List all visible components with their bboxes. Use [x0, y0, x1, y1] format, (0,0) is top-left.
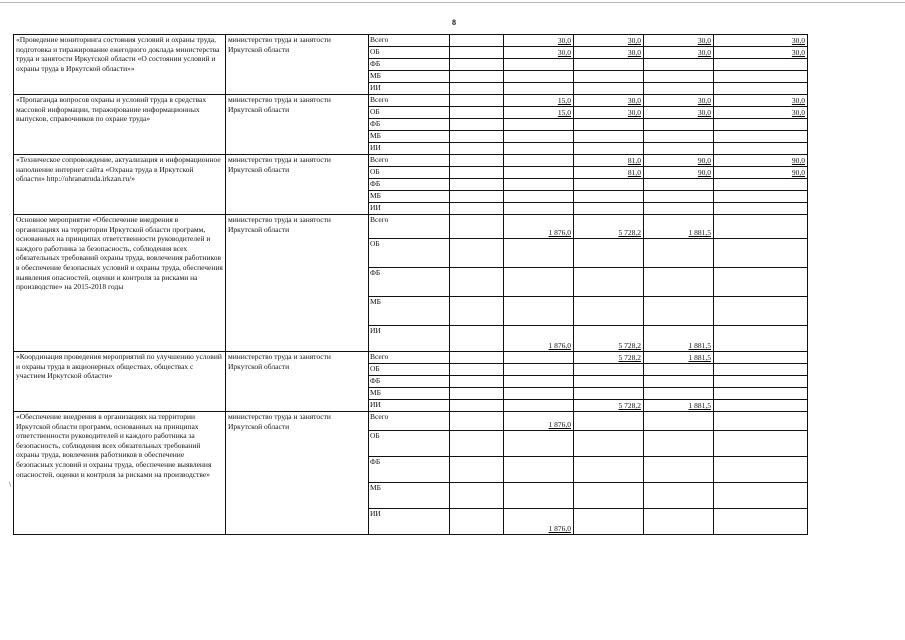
- year-value-cell: [714, 388, 808, 400]
- scan-top-rule: [0, 2, 905, 3]
- year-value-cell: 30,0: [644, 107, 714, 119]
- year-value-cell: [644, 143, 714, 155]
- year-value-cell: [574, 83, 644, 95]
- year-value-cell: [644, 509, 714, 535]
- year-value-cell: 1 881,5: [644, 215, 714, 239]
- year-value-cell: [450, 268, 504, 297]
- year-value-cell: [644, 431, 714, 457]
- year-value-cell: [714, 83, 808, 95]
- year-value-cell: [574, 457, 644, 483]
- responsible-org-cell: министерство труда и занятости Иркутской области: [226, 215, 369, 352]
- year-value-cell: [714, 326, 808, 352]
- year-value-cell: 30,0: [644, 35, 714, 47]
- year-value-cell: [714, 59, 808, 71]
- year-value-cell: [574, 203, 644, 215]
- funding-source-cell: Всего: [369, 412, 450, 431]
- year-value-cell: [714, 191, 808, 203]
- table-row: [14, 155, 808, 167]
- funding-source-cell: Всего: [369, 215, 450, 239]
- year-value-cell: [714, 268, 808, 297]
- year-value-cell: [450, 400, 504, 412]
- year-value-cell: 30,0: [574, 107, 644, 119]
- year-value-cell: [504, 83, 574, 95]
- year-value-cell: 1 881,5: [644, 400, 714, 412]
- table-body: [14, 35, 808, 535]
- year-value-cell: [714, 400, 808, 412]
- year-value-cell: [450, 412, 504, 431]
- year-value-cell: [450, 191, 504, 203]
- year-value-cell: [504, 352, 574, 364]
- year-value-cell: [644, 412, 714, 431]
- funding-source-cell: ОБ: [369, 47, 450, 59]
- responsible-org-cell: министерство труда и занятости Иркутской области: [226, 352, 369, 412]
- measure-name-cell: «Техническое сопровождение, актуализация и информационное наполнение интернет сайта «Охрана труда в Иркутской области» http://ohranatruda.irkzan.ru/»: [14, 155, 226, 215]
- year-value-cell: [450, 215, 504, 239]
- year-value-cell: [574, 297, 644, 326]
- year-value-cell: [714, 179, 808, 191]
- year-value-cell: 30,0: [714, 95, 808, 107]
- year-value-cell: [504, 119, 574, 131]
- year-value-cell: [450, 59, 504, 71]
- funding-source-cell: ИИ: [369, 509, 450, 535]
- year-value-cell: [504, 155, 574, 167]
- year-value-cell: [644, 483, 714, 509]
- year-value-cell: [504, 191, 574, 203]
- year-value-cell: 30,0: [574, 47, 644, 59]
- year-value-cell: [644, 203, 714, 215]
- year-value-cell: [574, 71, 644, 83]
- year-value-cell: [504, 457, 574, 483]
- year-value-cell: [504, 203, 574, 215]
- year-value-cell: [574, 191, 644, 203]
- year-value-cell: [450, 203, 504, 215]
- responsible-org-cell: министерство труда и занятости Иркутской области: [226, 412, 369, 535]
- year-value-cell: [450, 352, 504, 364]
- funding-source-cell: ИИ: [369, 143, 450, 155]
- year-value-cell: [644, 59, 714, 71]
- year-value-cell: [714, 376, 808, 388]
- year-value-cell: [450, 155, 504, 167]
- year-value-cell: [450, 95, 504, 107]
- year-value-cell: [714, 143, 808, 155]
- year-value-cell: [714, 431, 808, 457]
- year-value-cell: 30,0: [714, 107, 808, 119]
- year-value-cell: [450, 364, 504, 376]
- measure-name-cell: «Обеспечение внедрения в организациях на территории Иркутской области программ, основанных на принципах ответственности руководителей и каждого работника за безопасность, соблюдения всех обязательных требований охраны труда, вовлечения работников в обеспечение безопасных условий и охраны труда, обеспечение выявления опасностей, оценки и контроля за рисками на производстве»: [14, 412, 226, 535]
- year-value-cell: [574, 239, 644, 268]
- responsible-org-cell: министерство труда и занятости Иркутской области: [226, 155, 369, 215]
- year-value-cell: [504, 143, 574, 155]
- funding-source-cell: МБ: [369, 71, 450, 83]
- funding-source-cell: ФБ: [369, 376, 450, 388]
- year-value-cell: [450, 376, 504, 388]
- funding-source-cell: ИИ: [369, 326, 450, 352]
- year-value-cell: [450, 457, 504, 483]
- year-value-cell: [574, 179, 644, 191]
- year-value-cell: [574, 388, 644, 400]
- year-value-cell: [450, 179, 504, 191]
- year-value-cell: [450, 326, 504, 352]
- year-value-cell: [450, 388, 504, 400]
- measure-name-cell: «Координация проведения мероприятий по улучшению условий и охраны труда в акционерных обществах, обществах с участием Иркутской области»: [14, 352, 226, 412]
- measure-name-cell: «Проведение мониторинга состояния условий и охраны труда, подготовка и тиражирование ежегодного доклада министерства труда и занятости Иркутской области «О состоянии условий и охраны труда в Иркутской области»»: [14, 35, 226, 95]
- year-value-cell: 81,0: [574, 167, 644, 179]
- year-value-cell: [714, 352, 808, 364]
- funding-source-cell: ФБ: [369, 59, 450, 71]
- table-row: [14, 412, 808, 431]
- table-row: [14, 215, 808, 239]
- year-value-cell: [574, 376, 644, 388]
- responsible-org-cell: министерство труда и занятости Иркутской области: [226, 95, 369, 155]
- funding-source-cell: ФБ: [369, 457, 450, 483]
- year-value-cell: [644, 131, 714, 143]
- year-value-cell: 1 876,0: [504, 326, 574, 352]
- year-value-cell: 30,0: [644, 47, 714, 59]
- year-value-cell: [504, 364, 574, 376]
- year-value-cell: [574, 364, 644, 376]
- year-value-cell: 30,0: [574, 95, 644, 107]
- funding-source-cell: ОБ: [369, 239, 450, 268]
- year-value-cell: 5 728,2: [574, 400, 644, 412]
- year-value-cell: 5 728,2: [574, 326, 644, 352]
- year-value-cell: [504, 71, 574, 83]
- funding-source-cell: ФБ: [369, 119, 450, 131]
- year-value-cell: [574, 268, 644, 297]
- year-value-cell: 30,0: [574, 35, 644, 47]
- year-value-cell: [644, 239, 714, 268]
- year-value-cell: [714, 483, 808, 509]
- year-value-cell: [644, 364, 714, 376]
- year-value-cell: 30,0: [714, 35, 808, 47]
- year-value-cell: 1 876,0: [504, 412, 574, 431]
- year-value-cell: [644, 457, 714, 483]
- year-value-cell: [450, 143, 504, 155]
- year-value-cell: [644, 179, 714, 191]
- table-row: [14, 95, 808, 107]
- funding-source-cell: ИИ: [369, 203, 450, 215]
- year-value-cell: [504, 179, 574, 191]
- year-value-cell: [574, 412, 644, 431]
- year-value-cell: [450, 83, 504, 95]
- measure-name-cell: Основное мероприятие «Обеспечение внедрения в организациях на территории Иркутской области программ, основанных на принципах ответственности руководителей и каждого работника за безопасность, соблюдения всех обязательных требований охраны труда, вовлечения работников в обеспечение безопасных условий и охраны труда, обеспечения выявления опасностей, оценки и контроля за рисками на производстве» на 2015-2018 годы: [14, 215, 226, 352]
- year-value-cell: [574, 119, 644, 131]
- year-value-cell: [450, 47, 504, 59]
- year-value-cell: [504, 400, 574, 412]
- year-value-cell: [574, 59, 644, 71]
- year-value-cell: [574, 483, 644, 509]
- year-value-cell: [714, 412, 808, 431]
- year-value-cell: [504, 376, 574, 388]
- year-value-cell: 30,0: [504, 35, 574, 47]
- year-value-cell: 30,0: [644, 95, 714, 107]
- year-value-cell: [714, 131, 808, 143]
- funding-source-cell: ИИ: [369, 400, 450, 412]
- year-value-cell: 90,0: [644, 167, 714, 179]
- year-value-cell: [714, 364, 808, 376]
- year-value-cell: [450, 71, 504, 83]
- funding-source-cell: ОБ: [369, 167, 450, 179]
- table-row: [14, 352, 808, 364]
- year-value-cell: [714, 509, 808, 535]
- scan-artifact-mark: \: [9, 480, 12, 489]
- year-value-cell: [504, 59, 574, 71]
- year-value-cell: [450, 509, 504, 535]
- year-value-cell: [574, 431, 644, 457]
- year-value-cell: [450, 35, 504, 47]
- year-value-cell: [644, 119, 714, 131]
- funding-source-cell: ФБ: [369, 179, 450, 191]
- year-value-cell: 5 728,2: [574, 215, 644, 239]
- year-value-cell: [574, 509, 644, 535]
- year-value-cell: [644, 297, 714, 326]
- year-value-cell: 30,0: [714, 47, 808, 59]
- year-value-cell: [644, 191, 714, 203]
- page-number: 8: [452, 18, 456, 27]
- year-value-cell: [644, 268, 714, 297]
- year-value-cell: 15,0: [504, 107, 574, 119]
- year-value-cell: 30,0: [504, 47, 574, 59]
- funding-source-cell: ИИ: [369, 83, 450, 95]
- year-value-cell: [714, 119, 808, 131]
- funding-source-cell: МБ: [369, 297, 450, 326]
- funding-source-cell: МБ: [369, 388, 450, 400]
- funding-source-cell: Всего: [369, 155, 450, 167]
- year-value-cell: [714, 71, 808, 83]
- year-value-cell: 1 881,5: [644, 326, 714, 352]
- year-value-cell: 1 876,0: [504, 215, 574, 239]
- year-value-cell: [574, 143, 644, 155]
- funding-source-cell: ОБ: [369, 431, 450, 457]
- year-value-cell: [504, 483, 574, 509]
- year-value-cell: [644, 388, 714, 400]
- funding-source-cell: ФБ: [369, 268, 450, 297]
- year-value-cell: 81,0: [574, 155, 644, 167]
- year-value-cell: [450, 107, 504, 119]
- funding-source-cell: ОБ: [369, 107, 450, 119]
- year-value-cell: [450, 431, 504, 457]
- funding-source-cell: МБ: [369, 131, 450, 143]
- year-value-cell: [714, 215, 808, 239]
- funding-source-cell: МБ: [369, 191, 450, 203]
- year-value-cell: [714, 239, 808, 268]
- year-value-cell: [504, 268, 574, 297]
- year-value-cell: [504, 167, 574, 179]
- year-value-cell: [574, 131, 644, 143]
- program-funding-table: [13, 34, 808, 535]
- year-value-cell: 5 728,2: [574, 352, 644, 364]
- year-value-cell: [644, 71, 714, 83]
- year-value-cell: [504, 388, 574, 400]
- year-value-cell: [714, 457, 808, 483]
- funding-source-cell: Всего: [369, 95, 450, 107]
- year-value-cell: [450, 239, 504, 268]
- funding-source-cell: МБ: [369, 483, 450, 509]
- year-value-cell: 1 881,5: [644, 352, 714, 364]
- year-value-cell: 15,0: [504, 95, 574, 107]
- year-value-cell: [504, 239, 574, 268]
- responsible-org-cell: министерство труда и занятости Иркутской области: [226, 35, 369, 95]
- table-row: [14, 35, 808, 47]
- year-value-cell: [450, 297, 504, 326]
- year-value-cell: [644, 83, 714, 95]
- year-value-cell: [504, 297, 574, 326]
- year-value-cell: 90,0: [714, 155, 808, 167]
- funding-source-cell: Всего: [369, 35, 450, 47]
- year-value-cell: 90,0: [644, 155, 714, 167]
- year-value-cell: [450, 119, 504, 131]
- funding-source-cell: ОБ: [369, 364, 450, 376]
- year-value-cell: [714, 297, 808, 326]
- year-value-cell: [644, 376, 714, 388]
- year-value-cell: 1 876,0: [504, 509, 574, 535]
- year-value-cell: [450, 131, 504, 143]
- year-value-cell: [504, 131, 574, 143]
- year-value-cell: 90,0: [714, 167, 808, 179]
- year-value-cell: [450, 483, 504, 509]
- funding-source-cell: Всего: [369, 352, 450, 364]
- measure-name-cell: «Пропаганда вопросов охраны и условий труда в средствах массовой информации, тиражирование информационных выпусков, справочников по охране труда»: [14, 95, 226, 155]
- year-value-cell: [504, 431, 574, 457]
- year-value-cell: [714, 203, 808, 215]
- year-value-cell: [450, 167, 504, 179]
